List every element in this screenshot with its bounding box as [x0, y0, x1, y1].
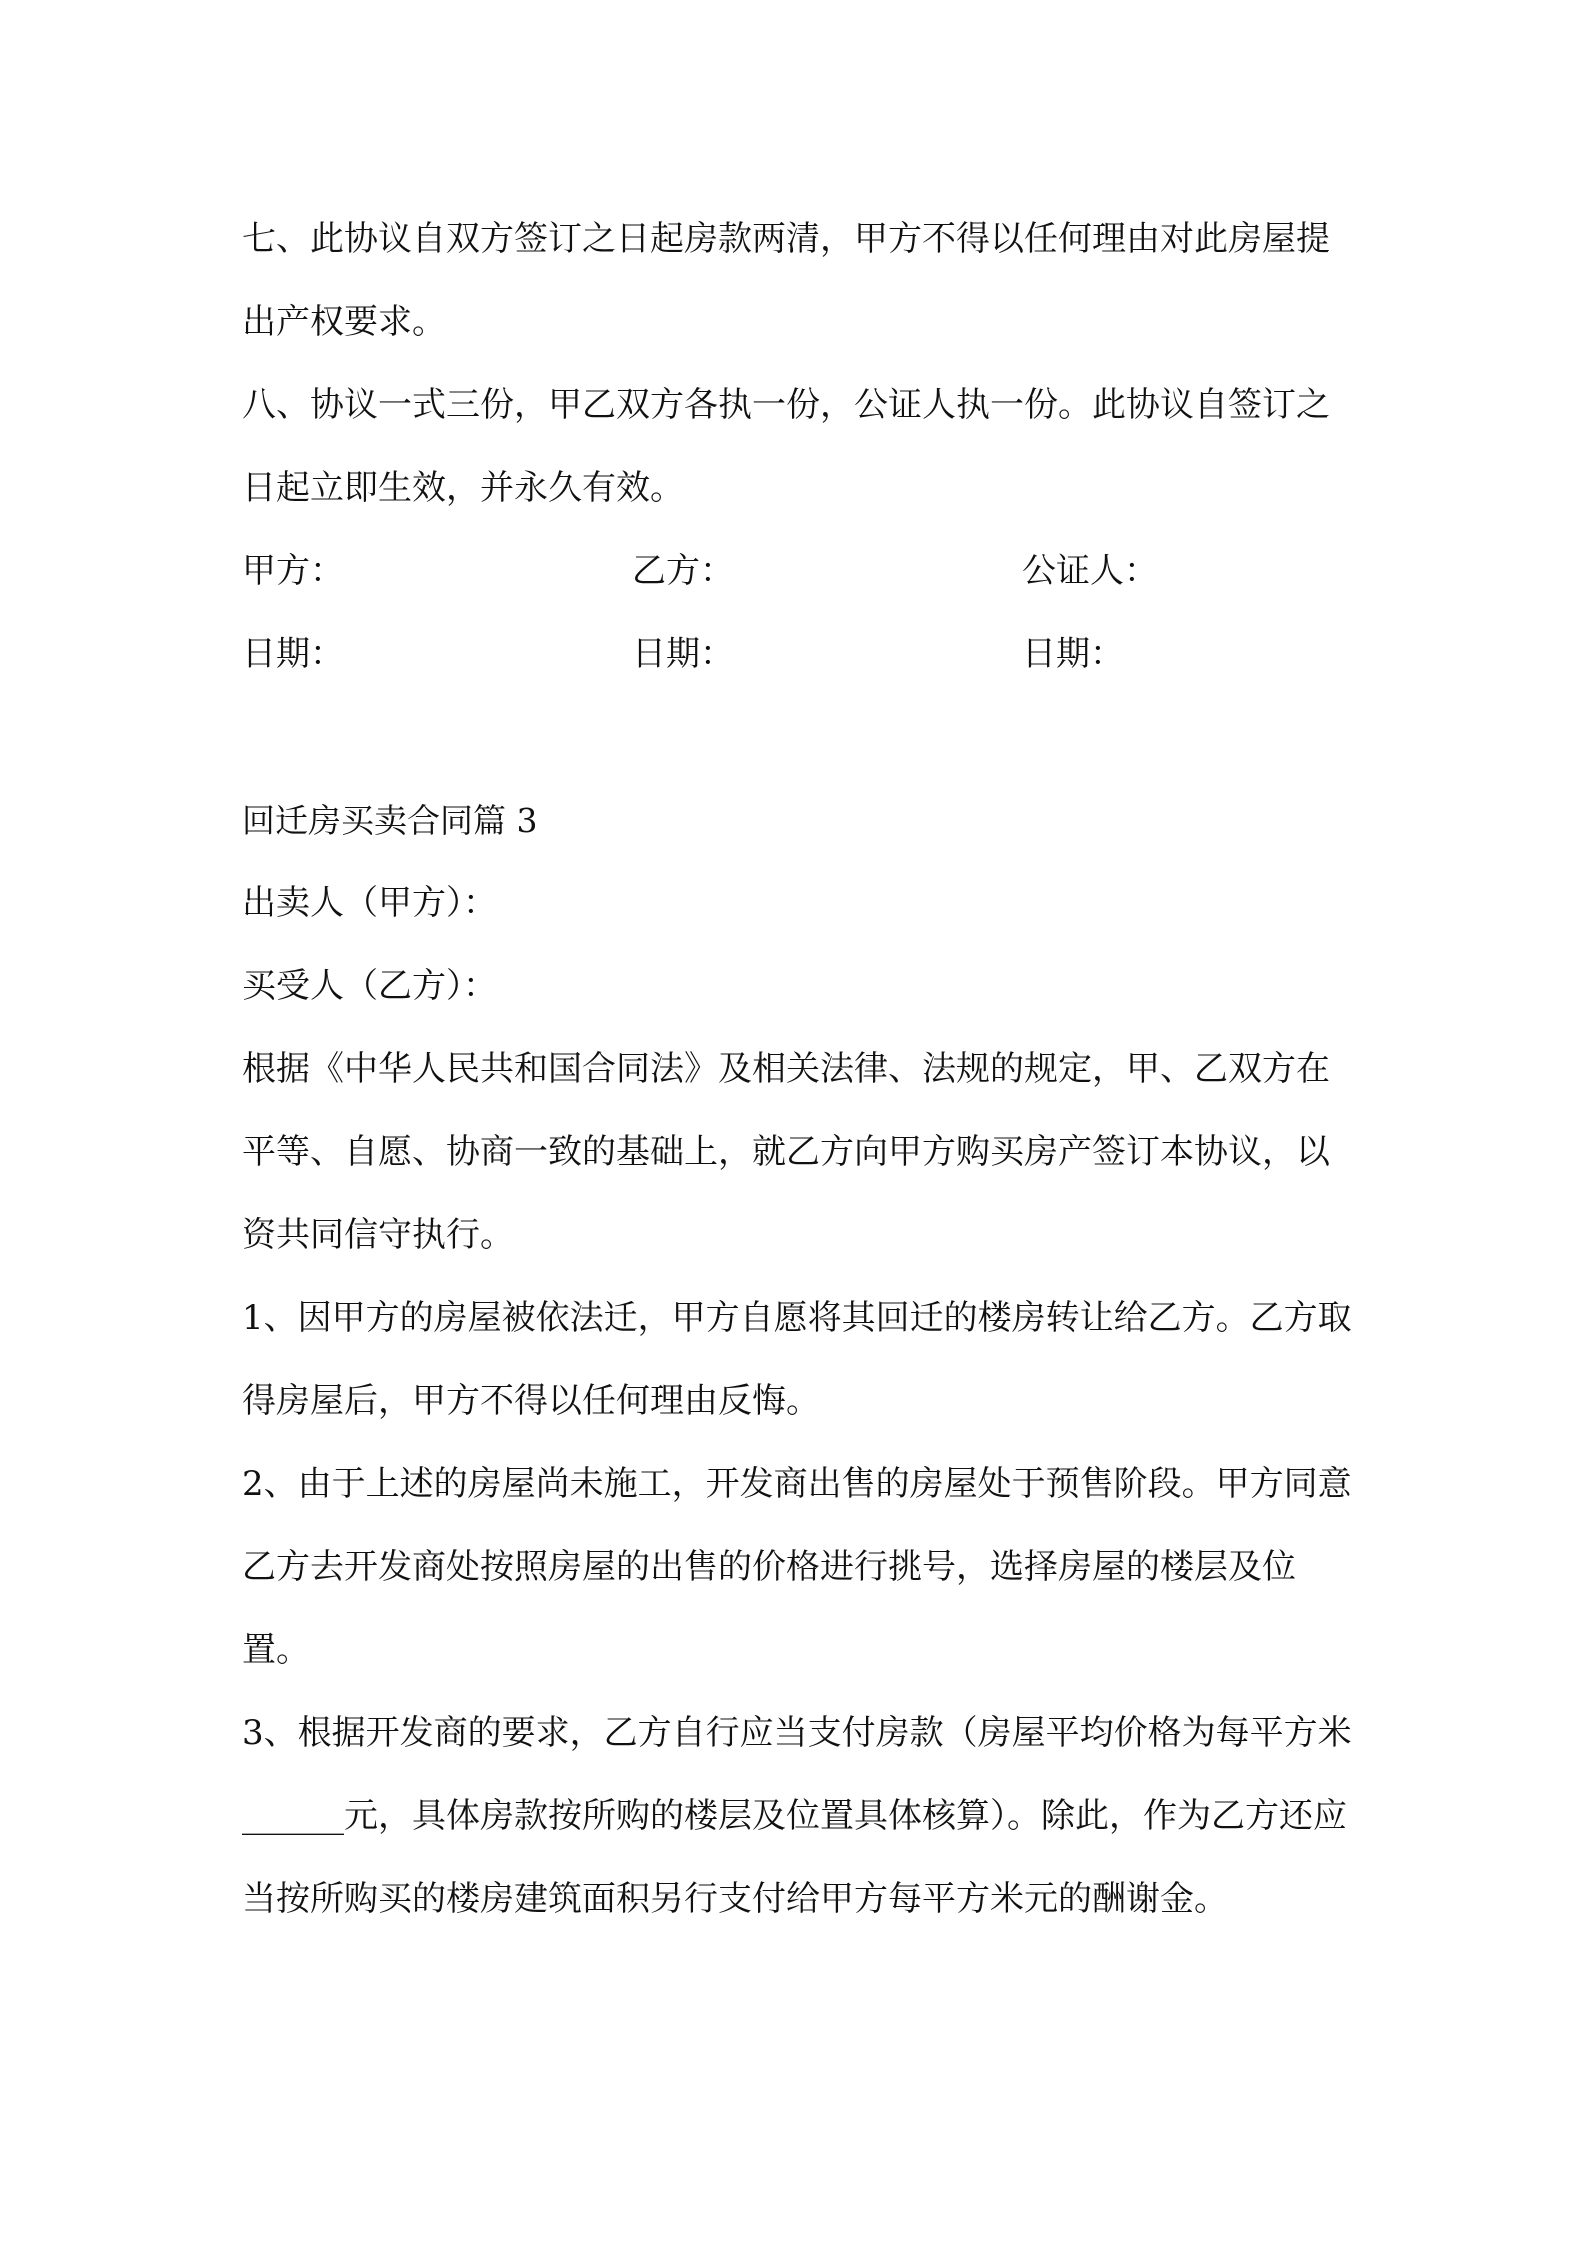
preamble-paragraph: 根据《中华人民共和国合同法》及相关法律、法规的规定，甲、乙双方在平等、自愿、协商一致的基础上，就乙方向甲方购买房产签订本协议，以资共同信守执行。: [242, 1049, 1330, 1255]
clause-3: 3、根据开发商的要求，乙方自行应当支付房款（房屋平均价格为每平方米______元，具体房款按所购的楼层及位置具体核算）。除此，作为乙方还应当按所购买的楼房建筑面积另行支付给甲方每平方米元的酬谢金。: [242, 1713, 1352, 1919]
document-body: [242, 198, 1362, 1941]
notary-date-label: 日期：: [1022, 634, 1124, 674]
notary-label: 公证人：: [1022, 551, 1158, 591]
party-b-date-label: 日期：: [632, 634, 734, 674]
seller-line: 出卖人（甲方）：: [242, 883, 497, 923]
party-a-label: 甲方：: [242, 551, 344, 591]
clause-1: 1、因甲方的房屋被依法迁，甲方自愿将其回迁的楼房转让给乙方。乙方取得房屋后，甲方不得以任何理由反悔。: [242, 1298, 1352, 1421]
party-a-date-label: 日期：: [242, 634, 344, 674]
signature-parties-row: [242, 530, 1362, 613]
section-spacer: [242, 696, 1362, 779]
signature-dates-row: [242, 613, 1362, 696]
clause-7: 七、此协议自双方签订之日起房款两清，甲方不得以任何理由对此房屋提出产权要求。: [242, 219, 1330, 342]
party-b-label: 乙方：: [632, 551, 734, 591]
clause-2: 2、由于上述的房屋尚未施工，开发商出售的房屋处于预售阶段。甲方同意乙方去开发商处按照房屋的出售的价格进行挑号，选择房屋的楼层及位置。: [242, 1464, 1352, 1670]
buyer-line: 买受人（乙方）：: [242, 966, 497, 1006]
section-title: 回迁房买卖合同篇 3: [242, 801, 538, 840]
clause-8: 八、协议一式三份，甲乙双方各执一份，公证人执一份。此协议自签订之日起立即生效，并永久有效。: [242, 385, 1330, 508]
